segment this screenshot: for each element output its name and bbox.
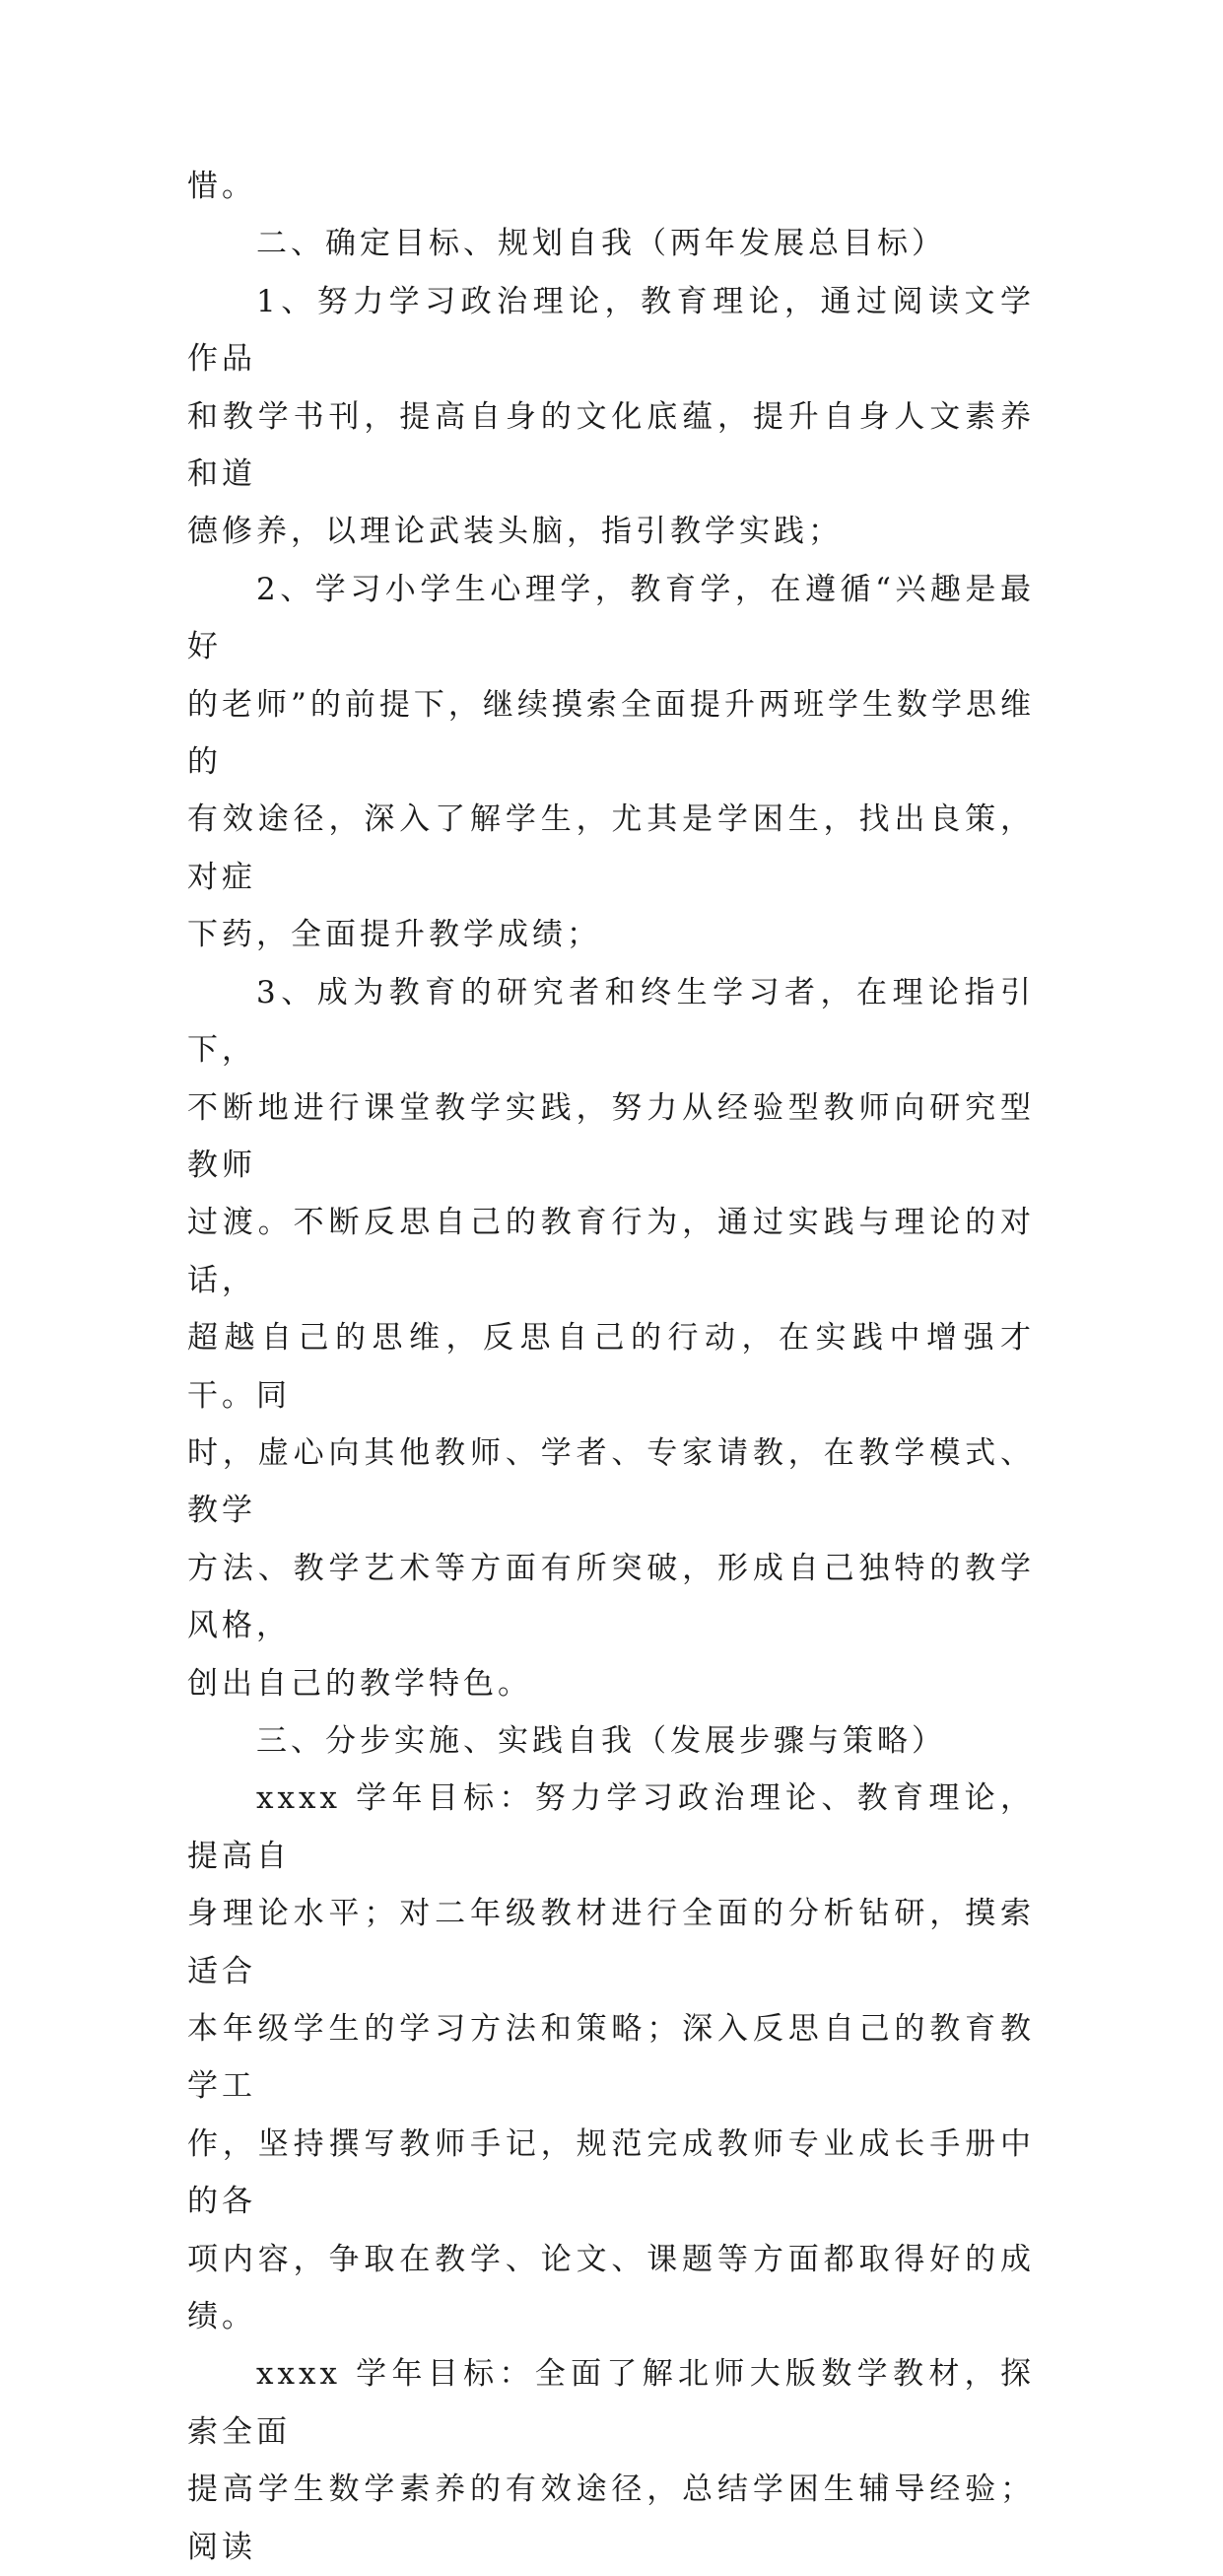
paragraph-continuation: 惜。 xyxy=(187,169,256,204)
goal-item-1: 1、努力学习政治理论，教育理论，通过阅读文学作品 和教学书刊，提高自身的文化底蕴，提升自身人文素养和道 德修养，以理论武装头脑，指引教学实践； xyxy=(187,283,1035,550)
section-heading-3: 三、分步实施、实践自我（发展步骤与策略） xyxy=(256,1722,946,1759)
year-goal-1: xxxx 学年目标：努力学习政治理论、教育理论，提高自 身理论水平；对二年级教材进行全面的分析钻研，摸索适合 本年级学生的学习方法和策略；深入反思自己的教育教学工 作，坚持撰写教师手记，规范完成教师专业成长手册中的各 项内容，争取在教学、论文、课题等方面都取得好的成绩。 xyxy=(187,1780,1035,2335)
document-body xyxy=(187,158,1035,2576)
goal-item-2: 2、学习小学生心理学，教育学，在遵循“兴趣是最好 的老师”的前提下，继续摸索全面提升两班学生数学思维的 有效途径，深入了解学生，尤其是学困生，找出良策，对症 下药，全面提升教学成绩； xyxy=(187,571,1035,953)
section-heading-2: 二、确定目标、规划自我（两年发展总目标） xyxy=(256,226,946,262)
year-goal-2: xxxx 学年目标：全面了解北师大版数学教材，探索全面 提高学生数学素养的有效途径，总结学困生辅导经验；阅读 xyxy=(187,2356,1035,2565)
goal-item-3: 3、成为教育的研究者和终生学习者，在理论指引下， 不断地进行课堂教学实践，努力从经验型教师向研究型教师 过渡。不断反思自己的教育行为，通过实践与理论的对话， 超越自己的思维，反思自己的行动，在实践中增强才干。同 时，虚心向其他教师、学者、专家请教，在教学模式、教学 方法、教学艺术等方面有所突破，形成自己独特的教学风格， 创出自己的教学特色。 xyxy=(187,974,1035,1702)
